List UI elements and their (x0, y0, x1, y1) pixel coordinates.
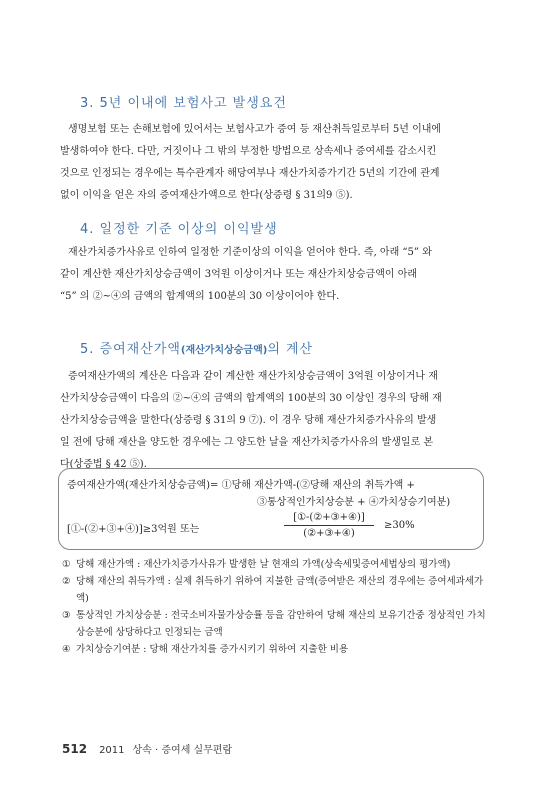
fraction-denominator: (②+③+④) (303, 528, 355, 539)
body-line: 발생하여야 한다. 다만, 거짓이나 그 밖의 부정한 방법으로 상속세나 증여세를 감소시킨 (60, 146, 437, 157)
body-line: 재산가치증가사유로 인하여 일정한 기준이상의 이익을 얻어야 한다. 즉, 아래 “5” 와 (68, 247, 432, 258)
body-line: 산가치상승금액이 다음의 ②~④의 금액의 합계액의 100분의 30 이상인 경우의 당해 재 (60, 393, 442, 404)
section-3-heading: 3. 5년 이내에 보험사고 발생요건 (80, 96, 287, 111)
formula-line-2: ③통상적인가치상승분 + ④가치상승기여분) (257, 497, 451, 508)
list-marker: ④ (62, 644, 71, 655)
section-3-body (60, 119, 490, 207)
body-line: 없이 이익을 얻은 자의 증여재산가액으로 한다(상증령 § 31의9 ⑤). (60, 190, 353, 201)
list-marker: ③ (62, 610, 71, 621)
formula-condition-left: [①-(②+③+④)]≥3억원 또는 (67, 524, 200, 535)
page-footer (62, 741, 232, 756)
body-line: 다(상증법 § 42 ⑤). (60, 459, 147, 470)
formula-box (58, 468, 484, 550)
page-number: 512 (62, 742, 88, 756)
section-5-heading-main: 5. 증여재산가액 (80, 342, 181, 357)
body-line: 일 전에 당해 재산을 양도한 경우에는 그 양도한 날을 재산가치증가사유의 발생일로 본 (60, 437, 434, 448)
section-5-heading (80, 338, 313, 357)
body-line: 산가치상승금액을 말한다(상증령 § 31의 9 ⑦). 이 경우 당해 재산가치증가사유의 발생 (60, 415, 437, 426)
body-line: “5” 의 ②~④의 금액의 합계액의 100분의 30 이상이어야 한다. (60, 291, 340, 302)
section-5-heading-paren: (재산가치상승금액) (180, 345, 268, 356)
footer-year: 2011 (99, 745, 125, 756)
book-title: 상속 · 증여세 실무편람 (132, 745, 233, 756)
list-item (62, 641, 492, 658)
list-marker: ① (62, 559, 71, 570)
list-text: 가치상승기여분 : 당해 재산가치를 증가시키기 위하여 지출한 비용 (76, 644, 349, 655)
list-item (62, 607, 492, 641)
list-text: 당해 재산가액 : 재산가치증가사유가 발생한 날 현재의 가액(상속세및증여세법상의 평가액) (76, 559, 451, 570)
formula-fraction (284, 512, 374, 539)
section-4-heading: 4. 일정한 기준 이상의 이익발생 (80, 222, 278, 237)
section-5-heading-tail: 의 계산 (267, 342, 314, 357)
body-line: 생명보험 또는 손해보험에 있어서는 보험사고가 증여 등 재산취득일로부터 5년 이내에 (68, 124, 442, 135)
list-marker: ② (62, 576, 71, 587)
section-5-body (60, 366, 490, 476)
list-item (62, 556, 492, 573)
fraction-numerator: [①-(②+③+④)] (284, 512, 374, 526)
formula-line-1: 증여재산가액(재산가치상승금액)= ①당해 재산가액-(②당해 재산의 취득가액 + (67, 480, 415, 491)
body-line: 것으로 인정되는 경우에는 특수관계자 해당여부나 재산가치증가기간 5년의 기간에 관계 (60, 168, 440, 179)
body-line: 증여재산가액의 계산은 다음과 같이 계산한 재산가치상승금액이 3억원 이상이거나 재 (68, 371, 438, 382)
list-text: 통상적인 가치상승분 : 전국소비자물가상승률 등을 감안하여 당해 재산의 보유기간중 정상적인 가치상승분에 상당하다고 인정되는 금액 (76, 610, 486, 638)
body-line: 같이 계산한 재산가치상승금액이 3억원 이상이거나 또는 재산가치상승금액이 아래 (60, 269, 418, 280)
formula-condition-right: ≥30% (384, 520, 415, 531)
section-4-body (60, 242, 490, 308)
list-text: 당해 재산의 취득가액 : 실제 취득하기 위하여 지불한 금액(증여받은 재산의 경우에는 증여세과세가액) (76, 576, 484, 604)
list-item (62, 573, 492, 607)
definitions-list (62, 556, 492, 658)
